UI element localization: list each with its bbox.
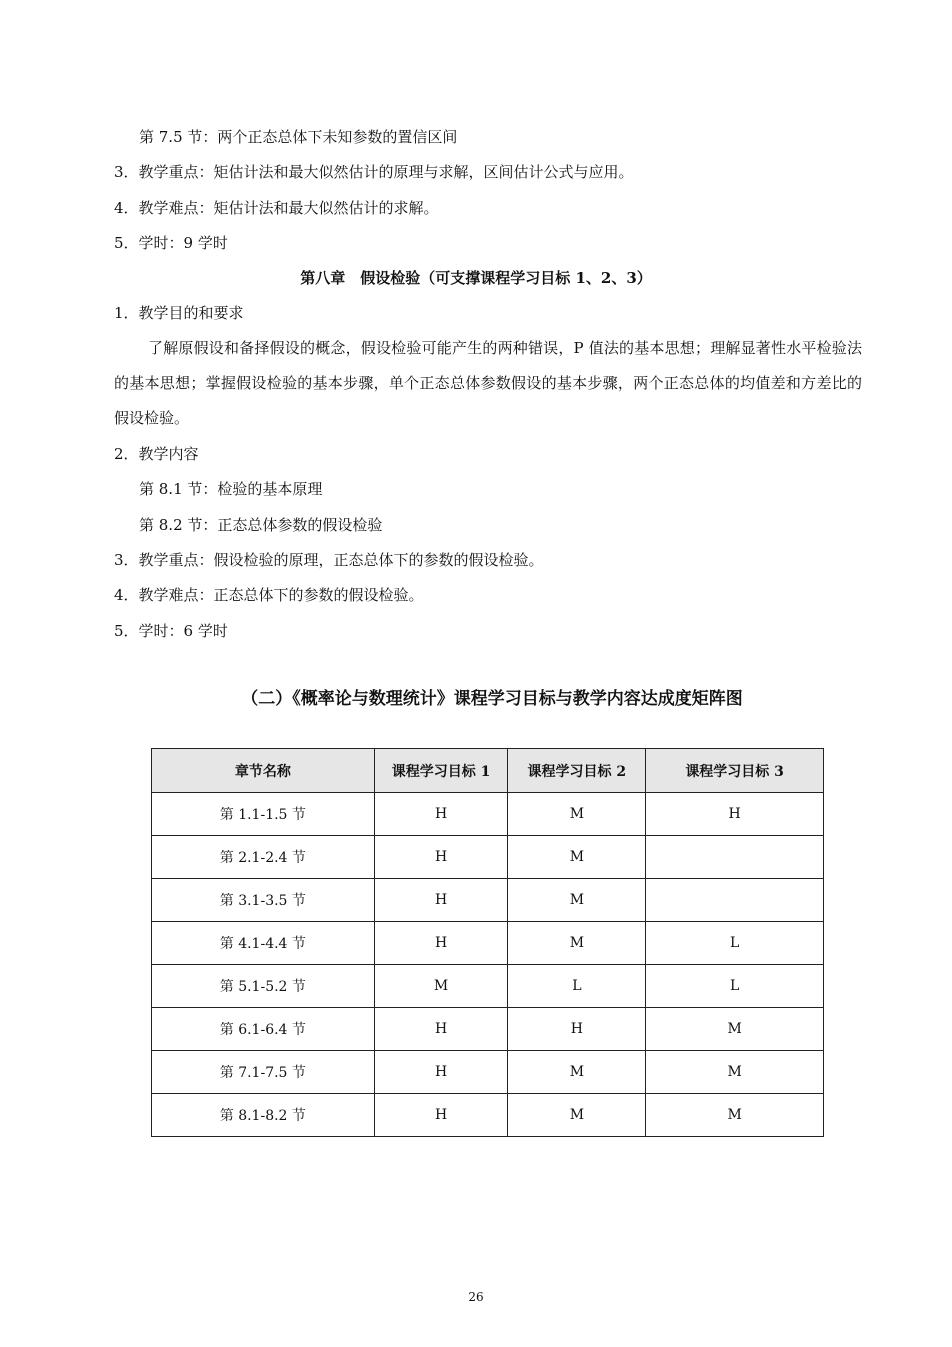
chapter8-content-heading: 2．教学内容 [114, 445, 199, 463]
table-row [152, 793, 824, 836]
cell-goal-1: H [374, 879, 508, 922]
table-row [152, 965, 824, 1008]
table-row [152, 1008, 824, 1051]
cell-goal-2: M [508, 922, 646, 965]
cell-goal-1: H [374, 793, 508, 836]
cell-goal-1: H [374, 1094, 508, 1137]
page-number: 26 [468, 1290, 484, 1304]
cell-goal-2: H [508, 1008, 646, 1051]
table-row [152, 1094, 824, 1137]
section-7-5-line: 第 7.5 节：两个正态总体下未知参数的置信区间 [139, 128, 458, 146]
cell-chapter: 第 3.1-3.5 节 [152, 879, 375, 922]
cell-goal-1: H [374, 1051, 508, 1094]
cell-goal-2: M [508, 793, 646, 836]
header-goal-3: 课程学习目标 3 [646, 749, 824, 793]
cell-goal-1: H [374, 922, 508, 965]
chapter8-objectives-heading: 1．教学目的和要求 [114, 304, 244, 322]
table-header-row [152, 749, 824, 793]
cell-chapter: 第 1.1-1.5 节 [152, 793, 375, 836]
cell-goal-2: M [508, 1094, 646, 1137]
cell-goal-2: L [508, 965, 646, 1008]
table-row [152, 922, 824, 965]
cell-goal-3: M [646, 1094, 824, 1137]
cell-goal-1: M [374, 965, 508, 1008]
chapter7-key-points: 3．教学重点：矩估计法和最大似然估计的原理与求解，区间估计公式与应用。 [114, 163, 634, 181]
chapter8-title: 第八章 假设检验（可支撑课程学习目标 1、2、3） [300, 269, 652, 287]
cell-chapter: 第 5.1-5.2 节 [152, 965, 375, 1008]
achievement-matrix-table [151, 748, 824, 1137]
matrix-title: （二）《概率论与数理统计》课程学习目标与教学内容达成度矩阵图 [241, 689, 743, 709]
cell-goal-3 [646, 879, 824, 922]
cell-chapter: 第 4.1-4.4 节 [152, 922, 375, 965]
chapter7-hours: 5．学时：9 学时 [114, 234, 228, 252]
header-goal-2: 课程学习目标 2 [508, 749, 646, 793]
cell-goal-3: L [646, 965, 824, 1008]
header-chapter-name: 章节名称 [152, 749, 375, 793]
chapter8-difficulties: 4．教学难点：正态总体下的参数的假设检验。 [114, 586, 424, 604]
cell-goal-1: H [374, 836, 508, 879]
chapter7-difficulties: 4．教学难点：矩估计法和最大似然估计的求解。 [114, 199, 439, 217]
cell-chapter: 第 2.1-2.4 节 [152, 836, 375, 879]
cell-goal-1: H [374, 1008, 508, 1051]
table-row [152, 836, 824, 879]
table-row [152, 1051, 824, 1094]
cell-goal-3: L [646, 922, 824, 965]
cell-goal-2: M [508, 836, 646, 879]
chapter8-key-points: 3．教学重点：假设检验的原理，正态总体下的参数的假设检验。 [114, 551, 544, 569]
cell-goal-3: M [646, 1008, 824, 1051]
chapter8-hours: 5．学时：6 学时 [114, 622, 228, 640]
cell-chapter: 第 7.1-7.5 节 [152, 1051, 375, 1094]
cell-goal-2: M [508, 1051, 646, 1094]
header-goal-1: 课程学习目标 1 [374, 749, 508, 793]
table-row [152, 879, 824, 922]
cell-goal-3: H [646, 793, 824, 836]
cell-goal-3: M [646, 1051, 824, 1094]
cell-chapter: 第 6.1-6.4 节 [152, 1008, 375, 1051]
cell-goal-2: M [508, 879, 646, 922]
cell-goal-3 [646, 836, 824, 879]
chapter8-objectives-text: 了解原假设和备择假设的概念，假设检验可能产生的两种错误，P 值法的基本思想；理解显著性水平检验法的基本思想；掌握假设检验的基本步骤，单个正态总体参数假设的基本步骤，两个正态总体的均值差和方差比的假设检验。 [114, 339, 862, 427]
section-8-1-line: 第 8.1 节：检验的基本原理 [139, 480, 323, 498]
cell-chapter: 第 8.1-8.2 节 [152, 1094, 375, 1137]
section-8-2-line: 第 8.2 节：正态总体参数的假设检验 [139, 516, 383, 534]
